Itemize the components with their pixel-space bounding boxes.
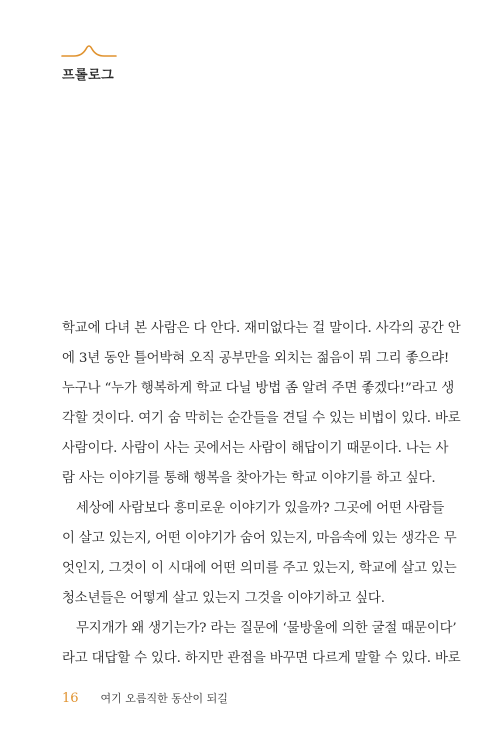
text-line: 에 3년 동안 틀어박혀 오직 공부만을 외치는 젊음이 뭐 그리 좋으랴! — [62, 351, 450, 366]
text-line: 세상에 사람보다 흥미로운 이야기가 있을까? 그곳에 어떤 사람들 — [76, 501, 445, 516]
text-line: 누구나 “누가 행복하게 학교 다닐 방법 좀 알려 주면 좋겠다!”라고 생 — [62, 381, 455, 396]
text-line: 각할 것이다. 여기 숨 막히는 순간들을 견딜 수 있는 비법이 있다. 바로 — [62, 411, 461, 426]
page-footer — [62, 690, 228, 706]
body-text — [62, 314, 461, 674]
page-number: 16 — [62, 691, 79, 706]
section-label: 프롤로그 — [62, 68, 115, 83]
text-line: 사람이다. 사람이 사는 곳에서는 사람이 해답이기 때문이다. 나는 사 — [62, 441, 449, 456]
arch-ornament-icon — [60, 40, 118, 58]
text-line: 라고 대답할 수 있다. 하지만 관점을 바꾸면 다르게 말할 수 있다. 바로 — [62, 651, 461, 666]
text-line: 엇인지, 그것이 이 시대에 어떤 의미를 주고 있는지, 학교에 살고 있는 — [62, 561, 457, 576]
text-line: 무지개가 왜 생기는가? 라는 질문에 ‘물방울에 의한 굴절 때문이다’ — [76, 621, 457, 636]
book-title: 여기 오름직한 동산이 되길 — [100, 692, 228, 705]
text-line: 이 살고 있는지, 어떤 이야기가 숨어 있는지, 마음속에 있는 생각은 무 — [62, 531, 457, 546]
text-line: 청소년들은 어떻게 살고 있는지 그것을 이야기하고 싶다. — [62, 591, 385, 606]
text-line: 학교에 다녀 본 사람은 다 안다. 재미없다는 걸 말이다. 사각의 공간 안 — [62, 321, 461, 336]
text-line: 람 사는 이야기를 통해 행복을 찾아가는 학교 이야기를 하고 싶다. — [62, 471, 436, 486]
